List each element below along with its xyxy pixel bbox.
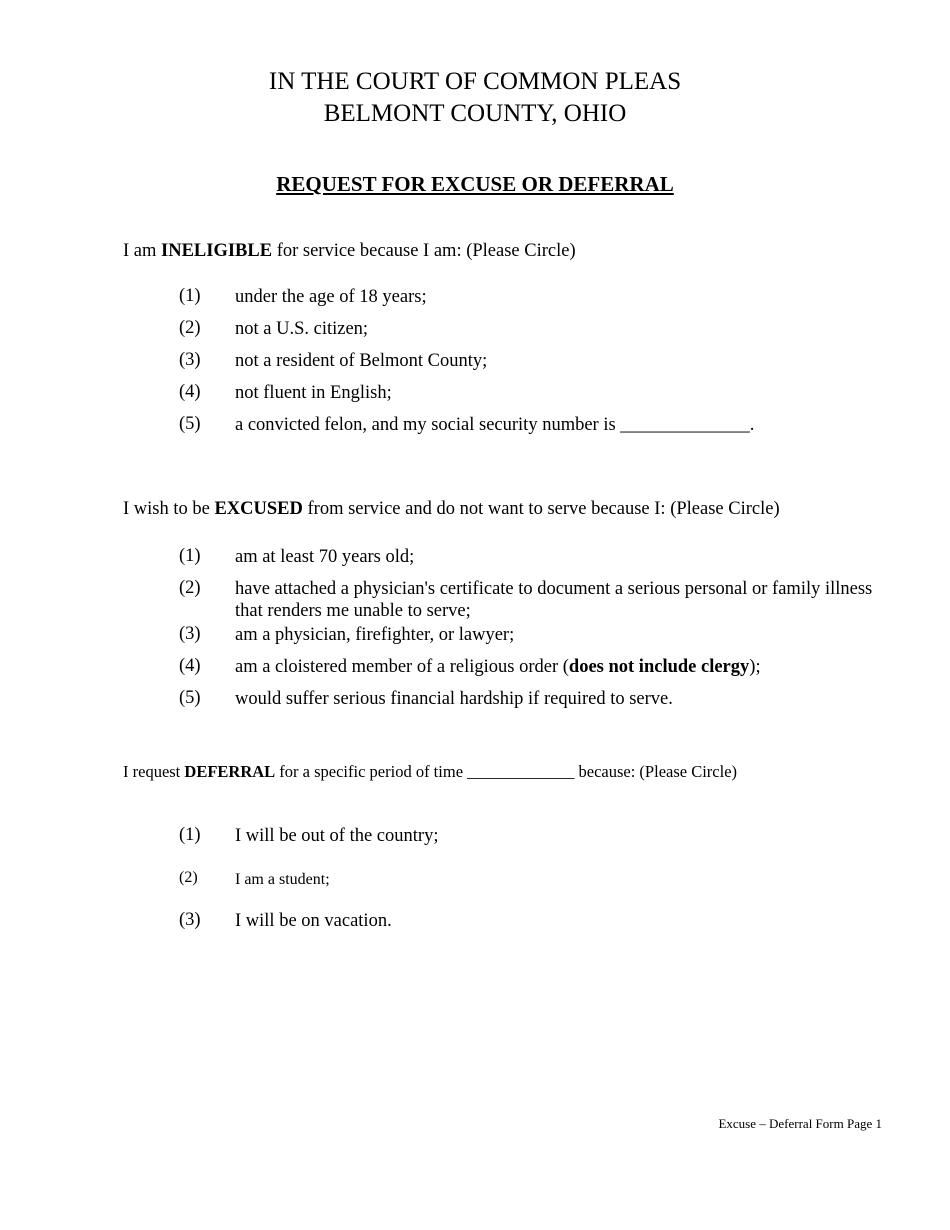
ineligible-intro: I am INELIGIBLE for service because I am: (Please Circle) [123, 241, 576, 261]
county-name: BELMONT COUNTY, OHIO [323, 100, 627, 127]
item-number: (2) [179, 318, 201, 338]
item-text: am at least 70 years old; [235, 547, 415, 567]
item-text: under the age of 18 years; [235, 287, 427, 307]
item-number: (2) [179, 869, 198, 886]
excused-intro: I wish to be EXCUSED from service and do not want to serve because I: (Please Circle) [123, 499, 780, 519]
item-number: (1) [179, 825, 201, 845]
item-number: (1) [179, 546, 201, 566]
item-number: (3) [179, 910, 201, 930]
form-title: REQUEST FOR EXCUSE OR DEFERRAL [276, 172, 674, 196]
ineligible-keyword: INELIGIBLE [161, 241, 273, 261]
excused-keyword: EXCUSED [214, 499, 303, 519]
item-text: a convicted felon, and my social security number is ______________. [235, 415, 755, 435]
item-number: (5) [179, 688, 201, 708]
item-number: (4) [179, 382, 201, 402]
item-text: I am a student; [235, 871, 330, 888]
item-text: am a physician, firefighter, or lawyer; [235, 625, 515, 645]
item-number: (4) [179, 656, 201, 676]
item-text: not fluent in English; [235, 383, 392, 403]
item-number: (3) [179, 350, 201, 370]
item-text: have attached a physician's certificate to document a serious personal or family illness that renders me unable to serve; [235, 579, 873, 621]
clergy-note: does not include clergy [568, 657, 750, 677]
item-text: I will be out of the country; [235, 826, 439, 846]
deferral-keyword: DEFERRAL [184, 762, 276, 781]
item-number: (3) [179, 624, 201, 644]
deferral-intro: I request DEFERRAL for a specific period of time _____________ because: (Please Circle) [123, 762, 738, 781]
item-text: not a resident of Belmont County; [235, 351, 488, 371]
item-text: not a U.S. citizen; [235, 319, 369, 339]
item-number: (2) [179, 578, 201, 598]
court-name: IN THE COURT OF COMMON PLEAS [268, 68, 682, 95]
item-text: would suffer serious financial hardship if required to serve. [235, 689, 673, 709]
item-text: I will be on vacation. [235, 911, 392, 931]
item-number: (5) [179, 414, 201, 434]
item-text: am a cloistered member of a religious order (does not include clergy); [235, 657, 761, 677]
item-number: (1) [179, 286, 201, 306]
page-footer: Excuse – Deferral Form Page 1 [718, 1116, 882, 1131]
